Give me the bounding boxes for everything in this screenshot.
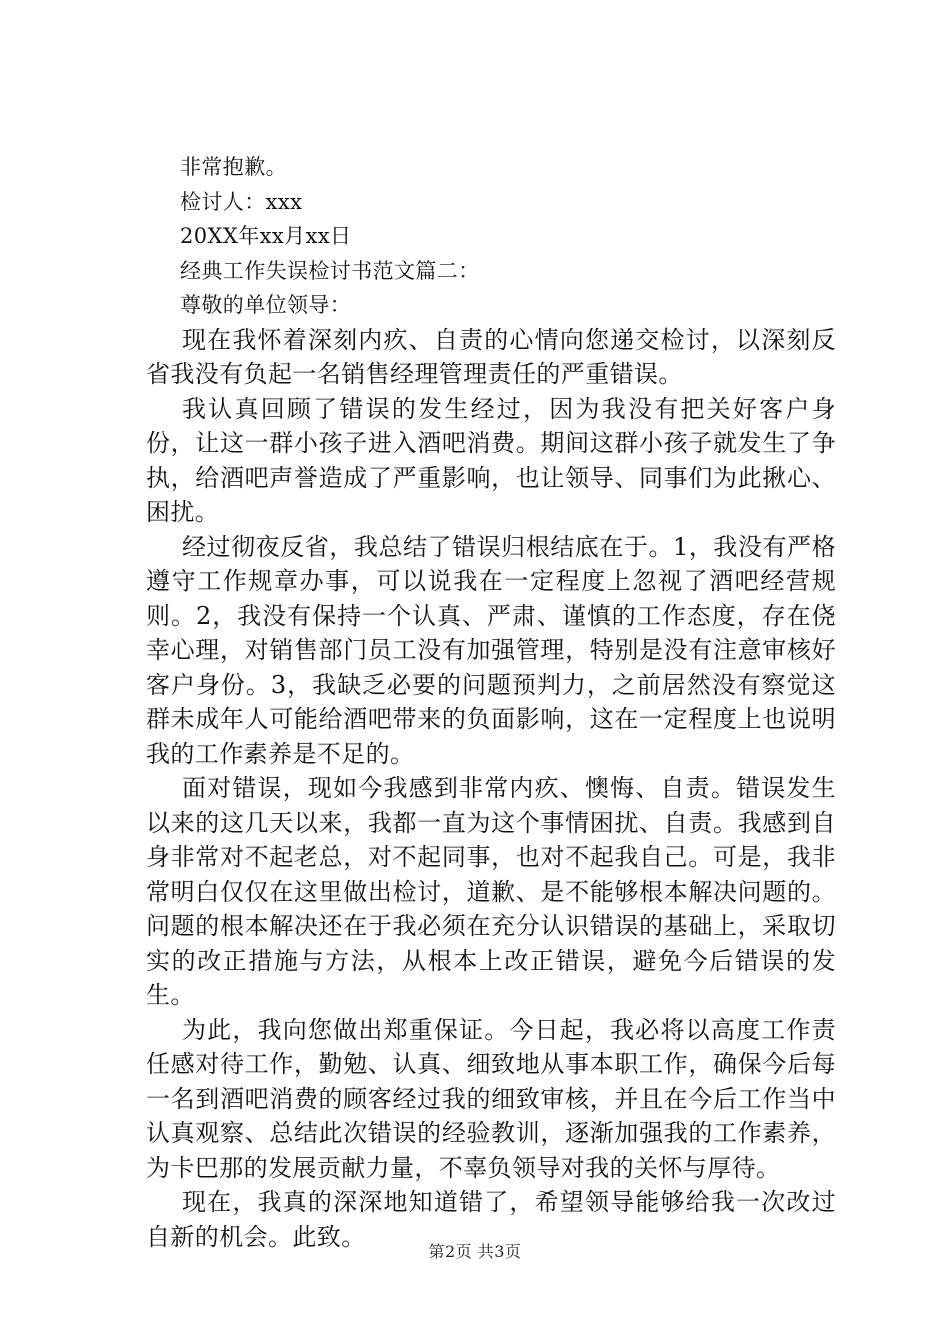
signer-line: 检讨人：xxx [180,189,303,214]
paragraph-2: 我认真回顾了错误的发生经过，因为我没有把关好客户身份，让这一群小孩子进入酒吧消费。期间这群小孩子就发生了争执，给酒吧声誉造成了严重影响，也让领导、同事们为此揪心、困扰。 [146,394,836,526]
document-body [146,150,836,1254]
paragraph-1: 现在我怀着深刻内疚、自责的心情向您递交检讨，以深刻反省我没有负起一名销售经理管理责任的严重错误。 [146,325,836,388]
page-footer: 第2页 共3页 [428,1242,522,1261]
paragraph-6: 现在，我真的深深地知道错了，希望领导能够给我一次改过自新的机会。此致。 [146,1188,836,1251]
paragraph-4: 面对错误，现如今我感到非常内疚、懊悔、自责。错误发生以来的这几天以来，我都一直为这个事情困扰、自责。我感到自身非常对不起老总，对不起同事，也对不起我自己。可是，我非常明白仅仅在这里做出检讨，道歉、是不能够根本解决问题的。问题的根本解决还在于我必须在充分认识错误的基础上，采取切实的改正措施与方法，从根本上改正错误，避免今后错误的发生。 [146,774,836,1009]
paragraph-3: 经过彻夜反省，我总结了错误归根结底在于。1，我没有严格遵守工作规章办事，可以说我在一定程度上忽视了酒吧经营规则。2，我没有保持一个认真、严肃、谨慎的工作态度，存在侥幸心理，对销售部门员工没有加强管理，特别是没有注意审核好客户身份。3，我缺乏必要的问题预判力，之前居然没有察觉这群未成年人可能给酒吧带来的负面影响，这在一定程度上也说明我的工作素养是不足的。 [146,532,836,768]
section-title: 经典工作失误检讨书范文篇二： [180,258,480,283]
paragraph-5: 为此，我向您做出郑重保证。今日起，我必将以高度工作责任感对待工作，勤勉、认真、细致地从事本职工作，确保今后每一名到酒吧消费的顾客经过我的细致审核，并且在今后工作当中认真观察、总结此次错误的经验教训，逐渐加强我的工作素养，为卡巴那的发展贡献力量，不辜负领导对我的关怀与厚待。 [146,1015,836,1182]
date-line: 20XX年xx月xx日 [180,224,352,248]
closing-line: 非常抱歉。 [180,155,287,179]
salutation-line: 尊敬的单位领导： [180,293,352,317]
